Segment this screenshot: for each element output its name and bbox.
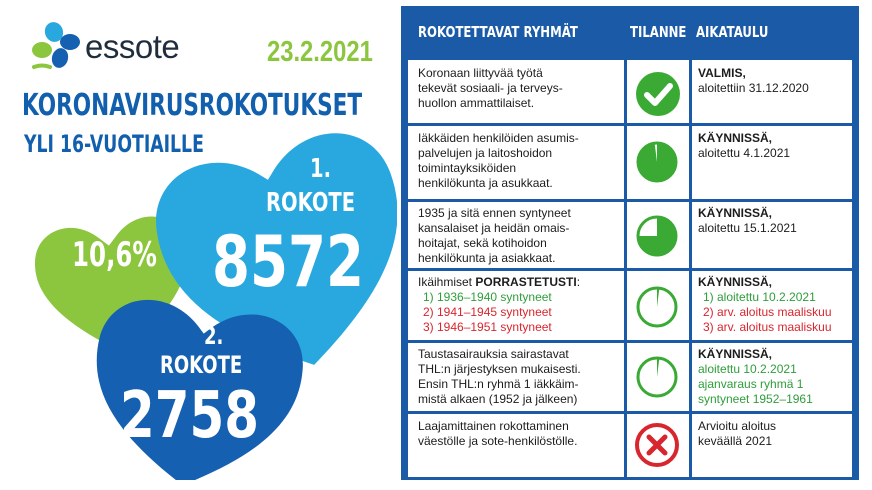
table-row-schedule: VALMIS, aloitettiin 31.12.2020 [698,66,809,95]
table-row-group: Iäkkäiden henkilöiden asumis- palvelujen ja laitoshoidon toimintayksiköiden henkilökunta ja asukkaat. [418,131,579,190]
second-dose-label: ROKOTE [160,351,243,379]
pie-progress-icon [633,212,681,260]
second-dose-value: 2758 [120,379,259,453]
report-date: 23.2.2021 [267,36,373,68]
pie-slice [638,143,676,181]
column-divider [624,13,627,477]
pie-progress-icon [633,283,681,331]
first-dose-number: 1. [310,154,331,184]
brand-name: essote [85,28,180,65]
header-status: TILANNE [630,23,687,41]
pie-progress-icon [633,353,681,401]
first-dose-label: ROKOTE [266,188,356,218]
vaccination-table-panel [401,6,859,480]
table-row-group: Koronaan liittyvää työtä tekevät sosiaali- ja terveys- huollon ammattilaiset. [418,66,563,110]
second-dose-number: 2. [204,322,224,350]
table-row-schedule: Arvioitu aloitus keväällä 2021 [698,419,777,448]
table-row-group: Ikäihmiset PORRASTETUSTI: 1) 1936–1940 syntyneet 2) 1941–1945 syntyneet 3) 1946–1951 syntyneet [418,275,581,334]
first-dose-value: 8572 [212,221,364,303]
row-divider [408,268,852,271]
row-divider [408,411,852,414]
table-header [408,13,852,60]
vaccination-table [408,13,852,477]
table-row-group: Taustasairauksia sairastavat THL:n järjestyksen mukaisesti. Ensin THL:n ryhmä 1 iäkkäim- mistä alkaen (1952 ja jälkeen) [418,347,581,406]
row-divider [408,340,852,343]
header-groups: ROKOTETTAVAT RYHMÄT [418,23,578,41]
row-divider [408,199,852,202]
pie-progress-icon [633,138,681,186]
row-divider [408,123,852,126]
infographic-panel [12,6,397,480]
table-row-schedule: KÄYNNISSÄ, aloitettu 4.1.2021 [698,131,791,160]
main-title: KORONAVIRUSROKOTUKSET [22,88,363,123]
check-icon [634,70,682,118]
table-row-group: 1935 ja sitä ennen syntyneet kansalaiset ja heidän omais- hoitajat, sekä kotihoidon henkilökunta ja asiakkaat. [418,206,571,265]
table-row-group: Laajamittainen rokottaminen väestölle ja sote-henkilöstölle. [418,419,578,448]
sub-title: YLI 16-VUOTIAILLE [24,130,204,158]
cross-icon [633,421,681,469]
header-schedule: AIKATAULU [696,23,769,41]
column-divider [689,13,692,477]
percent-value: 10,6% [72,235,157,275]
table-row-schedule: KÄYNNISSÄ, aloitettu 15.1.2021 [698,206,797,235]
table-row-schedule: KÄYNNISSÄ, 1) aloitettu 10.2.2021 2) arv. aloitus maaliskuu 3) arv. aloitus maaliskuu [698,275,832,334]
table-row-schedule: KÄYNNISSÄ, aloitettu 10.2.2021 ajanvaraus ryhmä 1 syntyneet 1952–1961 [698,347,813,406]
